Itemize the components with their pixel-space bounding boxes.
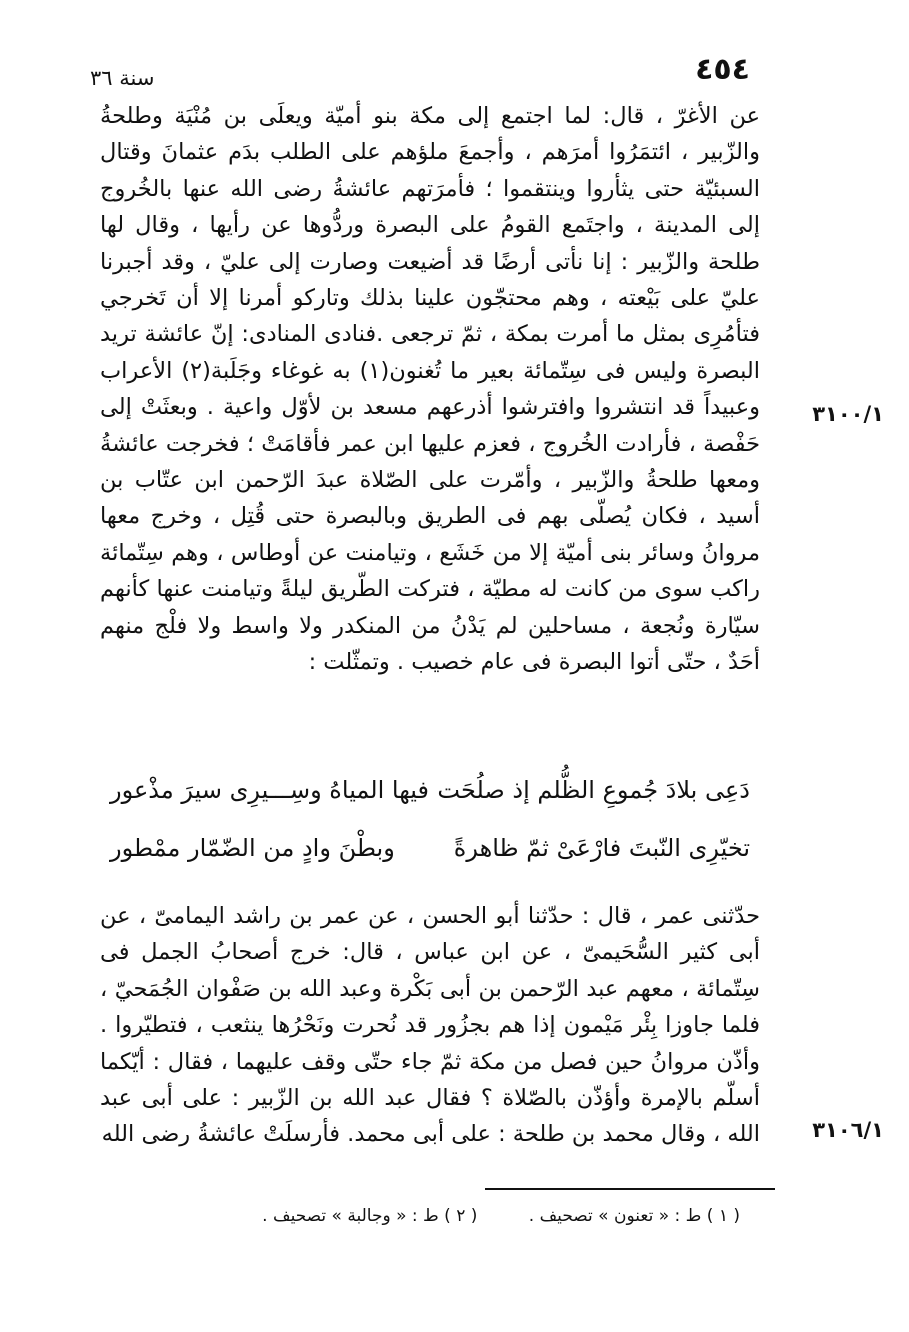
verse-line-1 xyxy=(100,776,760,816)
margin-reference-2: ٣١٠٦/١ xyxy=(812,1118,884,1142)
page-number: ٤٥٤ xyxy=(695,52,750,87)
verse-1-first-hemistich: دَعِى بلادَ جُموعِ الظُّلم إذ صلُحَت xyxy=(437,776,750,804)
verse-2-first-hemistich: تخيّرِى النّبتَ فارْعَىْ ثمّ ظاهرةً xyxy=(453,834,750,862)
footnote-1: ( ١ ) ط : « تعنون » تصحيف . xyxy=(528,1206,740,1226)
verse-line-2 xyxy=(100,834,760,874)
verse-2-second-hemistich: وبطْنَ وادٍ من الضّمّار ممْطور xyxy=(110,834,395,862)
paragraph-narration-2: حدّثنى عمر ، قال : حدّثنا أبو الحسن ، عن عمر بن راشد اليمامىّ ، عن أبى كثير السُّحَيمىّ ، عن ابن عباس ، قال: خرج أصحابُ الجمل فى سِتّمائة ، معهم عبد الرّحمن بن أبى بَكْرة وعبد الله بن صَفْوان الجُمَحيّ ، فلما جاوزا بِئْر مَيْمون إذا هم بجزُور قد نُحرت ونَحْرُها ينثعب ، فتطيّروا . وأذّن مروانُ حين فصل من مكة ثمّ جاء حتّى وقف عليهما ، فقال : أيّكما أسلّم بالإمرة وأؤذّن بالصّلاة ؟ فقال عبد الله بن الزّبير : على أبى عبد الله ، وقال محمد بن طلحة : على أبى محمد. فأرسلَتْ عائشةُ رضى الله xyxy=(100,903,760,1148)
margin-reference-1: ٣١٠٠/١ xyxy=(812,402,884,426)
footnote-2: ( ٢ ) ط : « وجالبة » تصحيف . xyxy=(262,1206,478,1226)
footnotes xyxy=(200,1206,740,1226)
running-head: سنة ٣٦ xyxy=(90,66,155,90)
footnote-divider xyxy=(485,1188,775,1190)
page-header xyxy=(90,52,750,92)
paragraph-narration-1: عن الأغرّ ، قال: لما اجتمع إلى مكة بنو أميّة ويعلَى بن مُنْيَة وطلحةُ والزّبير ، ائتمَرُوا أمرَهم ، وأجمعَ ملؤهم على الطلب بدَم عثمانَ وقتال السبئيّة حتى يثأروا وينتقموا ؛ فأمرَتهم عائشةُ رضى الله عنها بالخُروج إلى المدينة ، واجتَمع القومُ على البصرة وردُّوها عن رأيها ، وقال لها طلحة والزّبير : إنا نأتى أرضًا قد أضيعت وصارت إلى عليّ ، وقد أجبرنا عليّ على بَيْعته ، وهم محتجّون علينا بذلك وتاركو أمرنا إلا أن تَخرجي فتأمُرِى بمثل ما أمرت بمكة ، ثمّ ترجعى .فنادى المنادى: إنّ عائشة تريد البصرة وليس فى سِتّمائة بعير ما تُغنون(١) به غوغاء وجَلَبة(٢) الأعراب وعبيداً قد انتشروا وافترشوا أذرعهم مسعد بن لأوّل واعية . وبعثَتْ إلى حَفْصة ، فأرادت الخُروج ، فعزم عليها ابن عمر فأقامَتْ ؛ فخرجت عائشةُ ومعها طلحةُ والزّبير ، وأمّرت على الصّلاة عبدَ الرّحمن ابن عتّاب بن أسيد ، فكان يُصلّى بهم فى الطريق وبالبصرة حتى قُتِل ، وخرج معها مروانُ وسائر بنى أميّة إلا من خَشَع ، وتيامنت عن أوطاس ، وهم سِتّمائة راكب سوى من كانت له مطيّة ، فتركت الطّريق ليلةً وتيامنت عنها كأنهم سيّارة ونُجعة ، مساحلين لم يَدْنُ من المنكدر ولا واسط ولا فلْج منهم أحَدٌ ، حتّى أتوا البصرة فى عام خصيب . وتمثّلت : xyxy=(100,103,760,676)
verse-1-second-hemistich: فيها المياهُ وسِـــيرِى سيرَ مذْعور xyxy=(110,776,430,804)
